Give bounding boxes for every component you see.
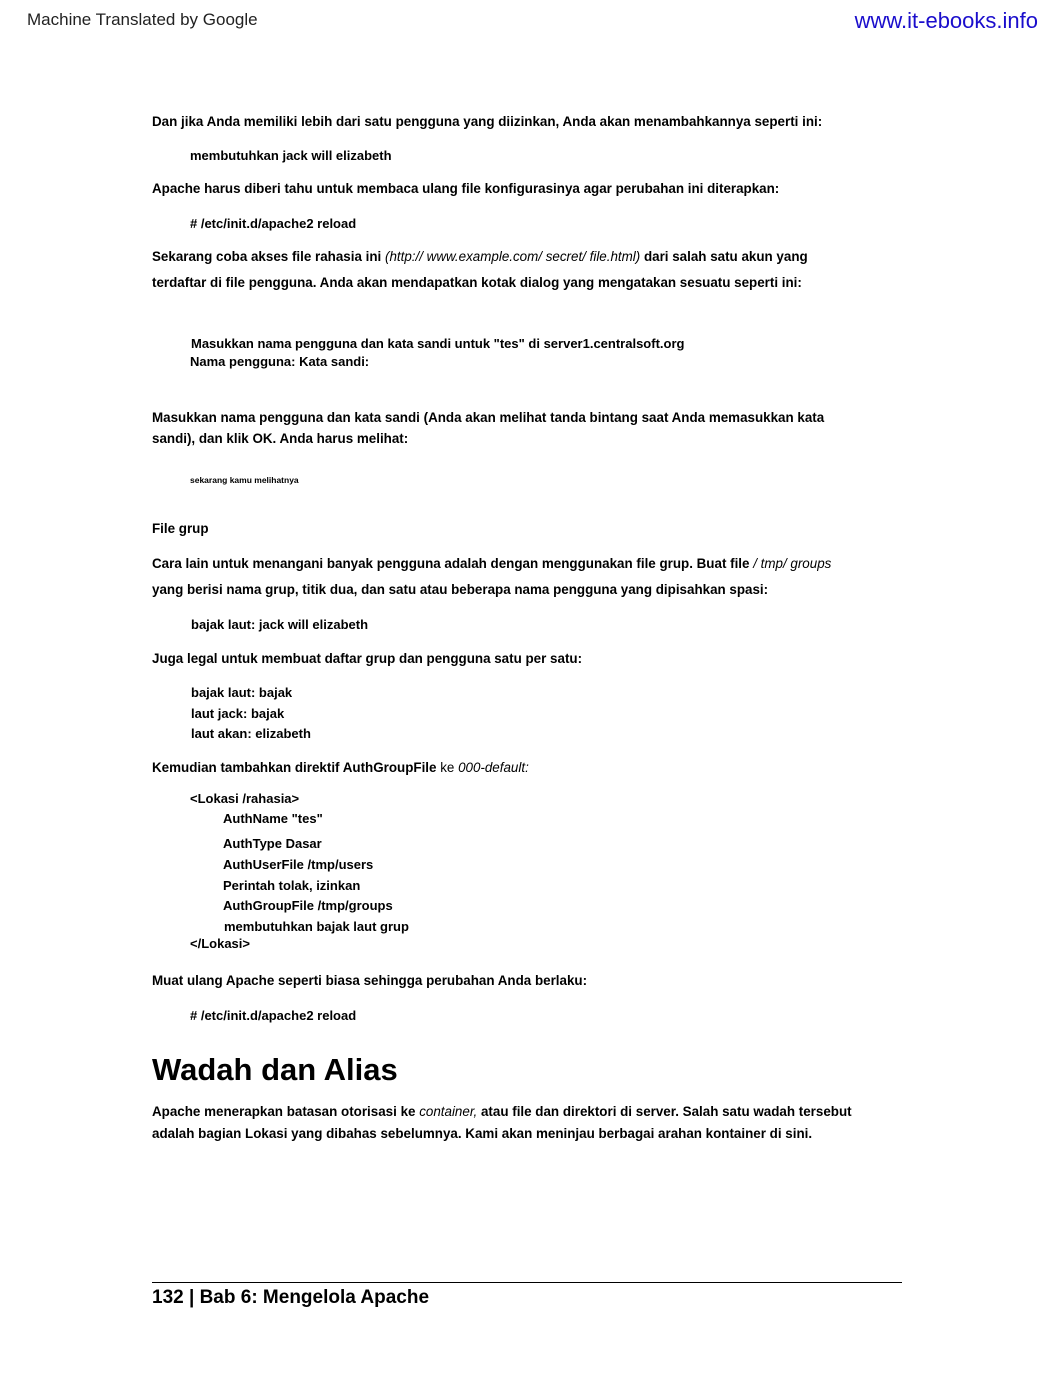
paragraph-containers	[152, 1101, 852, 1122]
output-text: sekarang kamu melihatnya	[190, 475, 299, 485]
config-line: AuthGroupFile /tmp/groups	[223, 898, 393, 913]
config-line: Perintah tolak, izinkan	[223, 878, 361, 893]
text-segment: Sekarang coba akses file rahasia ini	[152, 249, 385, 264]
secret-url: (http:// www.example.com/ secret/ file.html)	[384, 249, 641, 264]
section-heading: Wadah dan Alias	[152, 1052, 398, 1087]
page-footer: 132 | Bab 6: Mengelola Apache	[152, 1287, 430, 1308]
paragraph-enter-credentials-line2: sandi), dan klik OK. Anda harus melihat:	[152, 431, 409, 446]
footer-rule	[152, 1282, 902, 1283]
paragraph-containers-line2: adalah bagian Lokasi yang dibahas sebelumnya. Kami akan meninjau berbagai arahan kontainer di sini.	[152, 1126, 813, 1141]
config-line: membutuhkan bajak laut grup	[224, 919, 409, 934]
text-segment: Cara lain untuk menangani banyak pengguna adalah dengan menggunakan file grup. Buat file	[152, 556, 754, 571]
paragraph-group-file-line2: yang berisi nama grup, titik dua, dan satu atau beberapa nama pengguna yang dipisahkan spasi:	[152, 582, 769, 597]
config-line: AuthType Dasar	[223, 836, 322, 851]
text-segment: Apache menerapkan batasan otorisasi ke	[152, 1104, 420, 1119]
config-line: AuthName "tes"	[223, 811, 323, 826]
container-term: container,	[419, 1104, 478, 1119]
text-segment: atau file dan direktori di server. Salah satu wadah tersebut	[477, 1104, 852, 1119]
text-segment: Kemudian tambahkan direktif AuthGroupFile	[152, 760, 441, 775]
code-group-entry: laut akan: elizabeth	[191, 726, 311, 741]
paragraph-one-per-line: Juga legal untuk membuat daftar grup dan pengguna satu per satu:	[152, 651, 583, 666]
code-group-entry: laut jack: bajak	[191, 706, 285, 721]
code-require-users: membutuhkan jack will elizabeth	[190, 148, 392, 163]
text-segment: dari salah satu akun yang	[640, 249, 808, 264]
config-close-tag: </Lokasi>	[190, 936, 250, 951]
code-group-entry: bajak laut: bajak	[191, 685, 293, 700]
machine-translated-label: Machine Translated by Google	[27, 10, 258, 29]
dialog-prompt: Masukkan nama pengguna dan kata sandi untuk "tes" di server1.centralsoft.org	[191, 336, 685, 351]
subheading-group-file: File grup	[152, 521, 209, 536]
code-reload-command: # /etc/init.d/apache2 reload	[190, 216, 357, 231]
paragraph-try-access	[152, 246, 808, 267]
paragraph-reload-apache: Muat ulang Apache seperti biasa sehingga perubahan Anda berlaku:	[152, 973, 588, 988]
code-reload-command-2: # /etc/init.d/apache2 reload	[190, 1008, 357, 1023]
paragraph-group-file	[152, 553, 831, 574]
groups-path: / tmp/ groups	[753, 556, 832, 571]
paragraph-add-directive	[152, 757, 529, 778]
dialog-fields: Nama pengguna: Kata sandi:	[190, 354, 370, 369]
paragraph-reload-notice: Apache harus diberi tahu untuk membaca ulang file konfigurasinya agar perubahan ini diterapkan:	[152, 181, 780, 196]
paragraph-multiple-users: Dan jika Anda memiliki lebih dari satu pengguna yang diizinkan, Anda akan menambahkannya seperti ini:	[152, 114, 823, 129]
default-file-name: 000-default:	[458, 760, 529, 775]
paragraph-enter-credentials: Masukkan nama pengguna dan kata sandi (Anda akan melihat tanda bintang saat Anda memasukkan kata	[152, 410, 825, 425]
config-open-tag: <Lokasi /rahasia>	[190, 791, 300, 806]
text-segment: ke	[440, 760, 459, 775]
site-link[interactable]: www.it-ebooks.info	[854, 8, 1038, 33]
code-group-line: bajak laut: jack will elizabeth	[191, 617, 369, 632]
paragraph-try-access-line2: terdaftar di file pengguna. Anda akan mendapatkan kotak dialog yang mengatakan sesuatu seperti ini:	[152, 275, 802, 290]
config-line: AuthUserFile /tmp/users	[223, 857, 374, 872]
